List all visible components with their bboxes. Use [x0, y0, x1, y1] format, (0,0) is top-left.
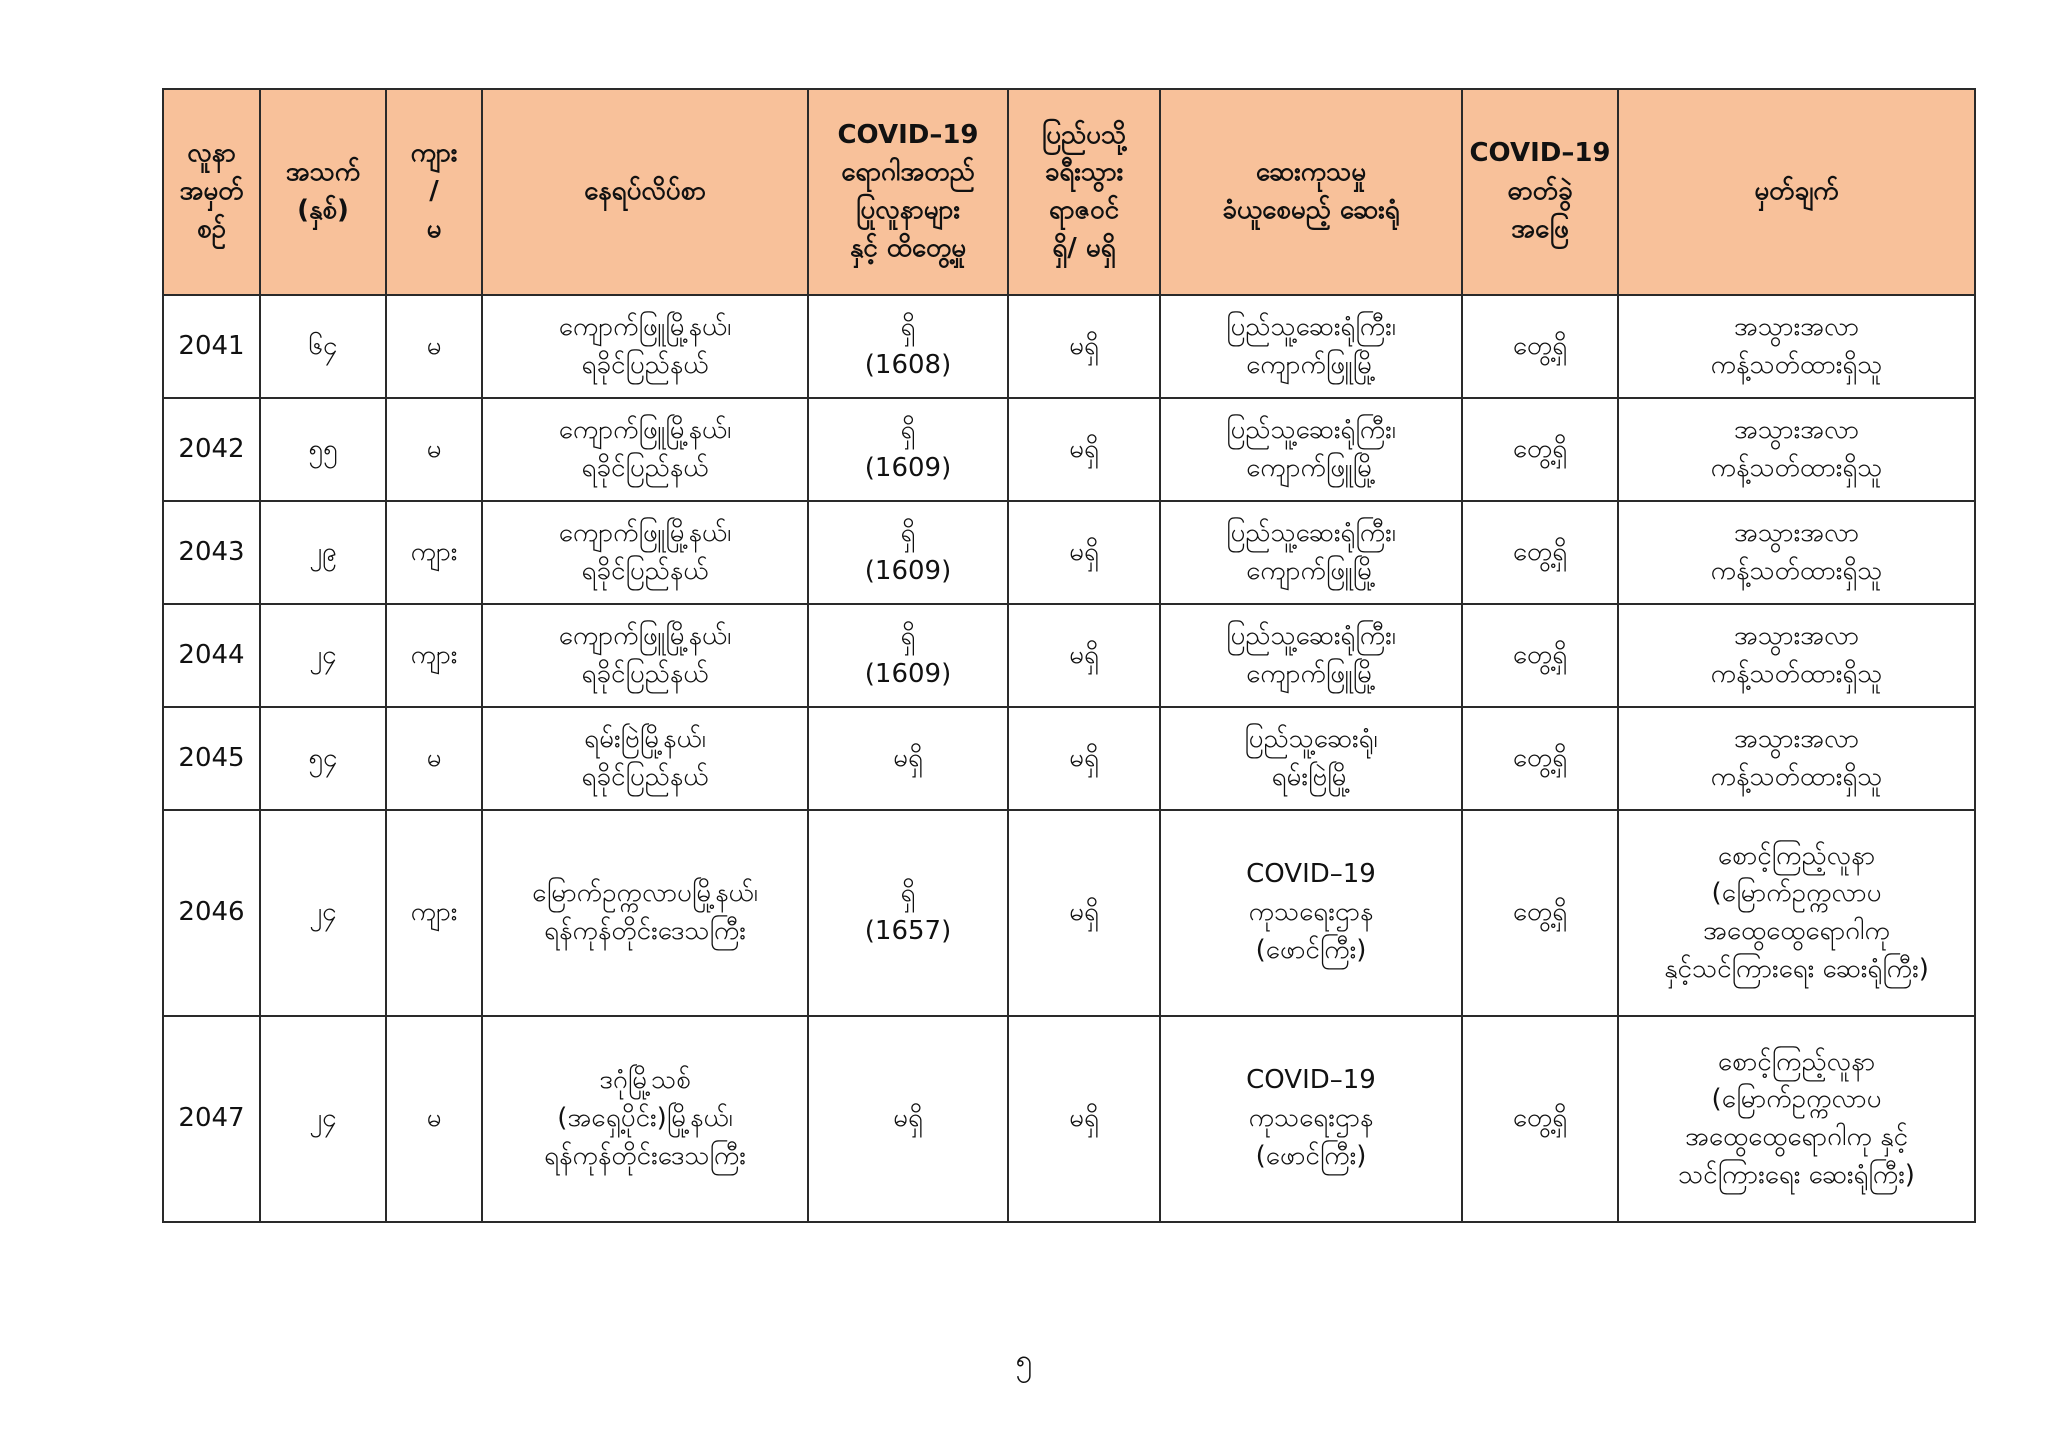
cell-case-number: 2041 [163, 295, 260, 398]
table-row [163, 810, 1975, 1016]
cell-line: ရှိ [900, 414, 916, 445]
cell-address [482, 295, 808, 398]
cell-line: ရမ်းဗြဲမြို့နယ်၊ [584, 723, 706, 754]
cell-line: ပြည်သူ့ဆေးရုံကြီး၊ [1226, 414, 1396, 445]
cell-line: (1609) [864, 452, 952, 483]
cell-line: စောင့်ကြည့်လူနာ [1717, 1046, 1876, 1077]
header-row [163, 89, 1975, 295]
header-travel-history [1008, 89, 1160, 295]
cell-age: ၆၄ [260, 295, 386, 398]
header-line: အဖြေ [1511, 213, 1569, 244]
cell-line: ကျောက်ဖြူမြို့နယ်၊ [558, 414, 732, 445]
cell-case-number: 2044 [163, 604, 260, 707]
cell-case-number: 2046 [163, 810, 260, 1016]
header-line: COVID–19 [1469, 138, 1611, 169]
cell-address [482, 1016, 808, 1222]
cell-line: ပြည်သူ့ဆေးရုံကြီး၊ [1226, 620, 1396, 651]
header-line: (နှစ်) [297, 195, 349, 225]
cell-hospital [1160, 295, 1462, 398]
cell-hospital [1160, 1016, 1462, 1222]
cell-line: ရှိ [900, 620, 916, 651]
cell-line: ရန်ကုန်တိုင်းဒေသကြီး [544, 1140, 746, 1171]
cell-travel-history: မရှိ [1008, 295, 1160, 398]
table-row [163, 398, 1975, 501]
table-header [163, 89, 1975, 295]
cell-address [482, 501, 808, 604]
cell-hospital [1160, 810, 1462, 1016]
cell-line: COVID–19 [1246, 859, 1376, 890]
cell-sex: မ [386, 398, 482, 501]
cell-line: ကျောက်ဖြူမြို့ [1246, 658, 1376, 689]
table-row [163, 295, 1975, 398]
header-lab-result [1462, 89, 1618, 295]
cell-sex: ကျား [386, 810, 482, 1016]
cell-contact [808, 398, 1008, 501]
cell-line: မရှိ [893, 742, 923, 773]
cell-line: အသွားအလာ [1733, 517, 1860, 548]
cell-line: ကုသရေးဌာန [1248, 1103, 1374, 1134]
header-line: ပြုလူနာများ [856, 195, 960, 225]
cell-lab-result: တွေ့ရှိ [1462, 1016, 1618, 1222]
cell-hospital [1160, 604, 1462, 707]
cell-contact [808, 295, 1008, 398]
cell-case-number: 2042 [163, 398, 260, 501]
cell-lab-result: တွေ့ရှိ [1462, 810, 1618, 1016]
cell-line: အထွေထွေရောဂါကု နှင့် [1684, 1122, 1909, 1152]
cell-case-number: 2047 [163, 1016, 260, 1222]
header-line: COVID–19 [837, 119, 979, 150]
table-row [163, 1016, 1975, 1222]
header-remarks [1618, 89, 1975, 295]
cell-lab-result: တွေ့ရှိ [1462, 707, 1618, 810]
cell-case-number: 2045 [163, 707, 260, 810]
cell-line: ရခိုင်ပြည်နယ် [581, 761, 709, 792]
cell-line: (1609) [864, 658, 952, 689]
cell-line: (ဖောင်ကြီး) [1255, 1140, 1367, 1171]
cell-address [482, 707, 808, 810]
cell-line: ရခိုင်ပြည်နယ် [581, 658, 709, 689]
cell-remarks [1618, 1016, 1975, 1222]
cell-line: (အရှေ့ပိုင်း)မြို့နယ်၊ [557, 1103, 733, 1134]
cell-travel-history: မရှိ [1008, 707, 1160, 810]
cell-line: ကန့်သတ်ထားရှိသူ [1710, 555, 1883, 586]
table-row [163, 604, 1975, 707]
cell-line: (1608) [864, 349, 952, 380]
cell-line: ရမ်းဗြဲမြို့ [1271, 761, 1351, 792]
cell-remarks [1618, 707, 1975, 810]
header-line: ဆေးကုသမှု [1255, 157, 1367, 188]
header-line: အသက် [285, 157, 361, 188]
cell-line: ကျောက်ဖြူမြို့ [1246, 555, 1376, 586]
header-line: / [429, 176, 439, 207]
cell-lab-result: တွေ့ရှိ [1462, 501, 1618, 604]
cell-line: ဒဂုံမြို့သစ် [599, 1065, 691, 1096]
cell-line: ကန့်သတ်ထားရှိသူ [1710, 761, 1883, 792]
cell-sex: ကျား [386, 501, 482, 604]
header-line: ခံယူစေမည့် ဆေးရုံ [1222, 195, 1400, 225]
cell-hospital [1160, 398, 1462, 501]
cell-line: ကန့်သတ်ထားရှိသူ [1710, 452, 1883, 483]
cell-contact [808, 707, 1008, 810]
cell-line: သင်ကြားရေး ဆေးရုံကြီး) [1678, 1159, 1915, 1190]
cell-contact [808, 1016, 1008, 1222]
cell-travel-history: မရှိ [1008, 604, 1160, 707]
header-line: စဉ် [196, 213, 227, 244]
header-line: ဓာတ်ခွဲ [1507, 176, 1573, 207]
cell-line: ပြည်သူ့ဆေးရုံကြီး၊ [1226, 517, 1396, 548]
cell-case-number: 2043 [163, 501, 260, 604]
cell-address [482, 398, 808, 501]
cell-line: ကျောက်ဖြူမြို့နယ်၊ [558, 517, 732, 548]
cell-hospital [1160, 501, 1462, 604]
cell-lab-result: တွေ့ရှိ [1462, 398, 1618, 501]
cell-contact [808, 810, 1008, 1016]
table-row [163, 707, 1975, 810]
cell-lab-result: တွေ့ရှိ [1462, 604, 1618, 707]
cell-line: အသွားအလာ [1733, 311, 1860, 342]
cell-line: ကျောက်ဖြူမြို့ [1246, 349, 1376, 380]
covid-case-table [162, 88, 1976, 1223]
cell-line: နှင့်သင်ကြားရေး ဆေးရုံကြီး) [1664, 953, 1929, 984]
header-line: အမှတ် [179, 176, 244, 207]
cell-line: မြောက်ဥက္ကလာပမြို့နယ်၊ [532, 878, 758, 909]
cell-contact [808, 501, 1008, 604]
cell-remarks [1618, 398, 1975, 501]
cell-sex: မ [386, 1016, 482, 1222]
header-line: နှင့် ထိတွေ့မှု [849, 232, 967, 263]
header-sex [386, 89, 482, 295]
header-line: မှတ်ချက် [1754, 176, 1839, 207]
table-row [163, 501, 1975, 604]
header-line: လူနာ [187, 138, 236, 169]
cell-remarks [1618, 501, 1975, 604]
cell-line: ရခိုင်ပြည်နယ် [581, 349, 709, 380]
cell-lab-result: တွေ့ရှိ [1462, 295, 1618, 398]
cell-travel-history: မရှိ [1008, 501, 1160, 604]
cell-line: (မြောက်ဥက္ကလာပ [1711, 878, 1882, 909]
cell-line: အသွားအလာ [1733, 414, 1860, 445]
cell-hospital [1160, 707, 1462, 810]
header-address [482, 89, 808, 295]
cell-line: ရခိုင်ပြည်နယ် [581, 452, 709, 483]
header-line: ကျား [410, 138, 458, 169]
cell-travel-history: မရှိ [1008, 398, 1160, 501]
cell-line: ကျောက်ဖြူမြို့နယ်၊ [558, 620, 732, 651]
cell-line: (မြောက်ဥက္ကလာပ [1711, 1084, 1882, 1115]
cell-line: အသွားအလာ [1733, 620, 1860, 651]
cell-line: ကုသရေးဌာန [1248, 897, 1374, 928]
cell-address [482, 604, 808, 707]
cell-line: ကန့်သတ်ထားရှိသူ [1710, 658, 1883, 689]
cell-line: ရှိ [900, 878, 916, 909]
cell-travel-history: မရှိ [1008, 1016, 1160, 1222]
cell-line: ရခိုင်ပြည်နယ် [581, 555, 709, 586]
cell-age: ၅၅ [260, 398, 386, 501]
cell-remarks [1618, 810, 1975, 1016]
cell-line: အသွားအလာ [1733, 723, 1860, 754]
header-line: ရောဂါအတည် [841, 157, 975, 188]
cell-line: (ဖောင်ကြီး) [1255, 934, 1367, 965]
cell-line: (1609) [864, 555, 952, 586]
cell-age: ၂၉ [260, 501, 386, 604]
header-age [260, 89, 386, 295]
cell-line: ကျောက်ဖြူမြို့ [1246, 452, 1376, 483]
header-case-number [163, 89, 260, 295]
cell-line: မရှိ [893, 1103, 923, 1134]
header-contact [808, 89, 1008, 295]
cell-remarks [1618, 295, 1975, 398]
cell-sex: ကျား [386, 604, 482, 707]
cell-age: ၂၄ [260, 810, 386, 1016]
cell-age: ၅၄ [260, 707, 386, 810]
cell-sex: မ [386, 295, 482, 398]
page-number: ၅ [1015, 1343, 1033, 1378]
cell-travel-history: မရှိ [1008, 810, 1160, 1016]
cell-line: ရှိ [900, 311, 916, 342]
cell-line: ကန့်သတ်ထားရှိသူ [1710, 349, 1883, 380]
cell-line: ရန်ကုန်တိုင်းဒေသကြီး [544, 916, 746, 946]
header-hospital [1160, 89, 1462, 295]
header-line: ခရီးသွား [1044, 157, 1124, 188]
header-line: ပြည်ပသို့ [1041, 119, 1127, 150]
cell-line: COVID–19 [1246, 1065, 1376, 1096]
header-line: ရှိ/ မရှိ [1052, 232, 1116, 263]
cell-age: ၂၄ [260, 1016, 386, 1222]
cell-line: စောင့်ကြည့်လူနာ [1717, 840, 1876, 871]
cell-line: ပြည်သူ့ဆေးရုံ၊ [1244, 723, 1378, 754]
cell-remarks [1618, 604, 1975, 707]
header-line: ရာဇဝင် [1048, 195, 1120, 225]
cell-line: ကျောက်ဖြူမြို့နယ်၊ [558, 311, 732, 342]
cell-line: ရှိ [900, 517, 916, 548]
cell-contact [808, 604, 1008, 707]
table-body [163, 295, 1975, 1222]
header-line: နေရပ်လိပ်စာ [584, 176, 706, 207]
cell-line: အထွေထွေရောဂါကု [1703, 916, 1890, 946]
cell-line: (1657) [864, 916, 952, 946]
cell-line: ပြည်သူ့ဆေးရုံကြီး၊ [1226, 311, 1396, 342]
cell-age: ၂၄ [260, 604, 386, 707]
cell-sex: မ [386, 707, 482, 810]
cell-address [482, 810, 808, 1016]
header-line: မ [426, 213, 442, 244]
